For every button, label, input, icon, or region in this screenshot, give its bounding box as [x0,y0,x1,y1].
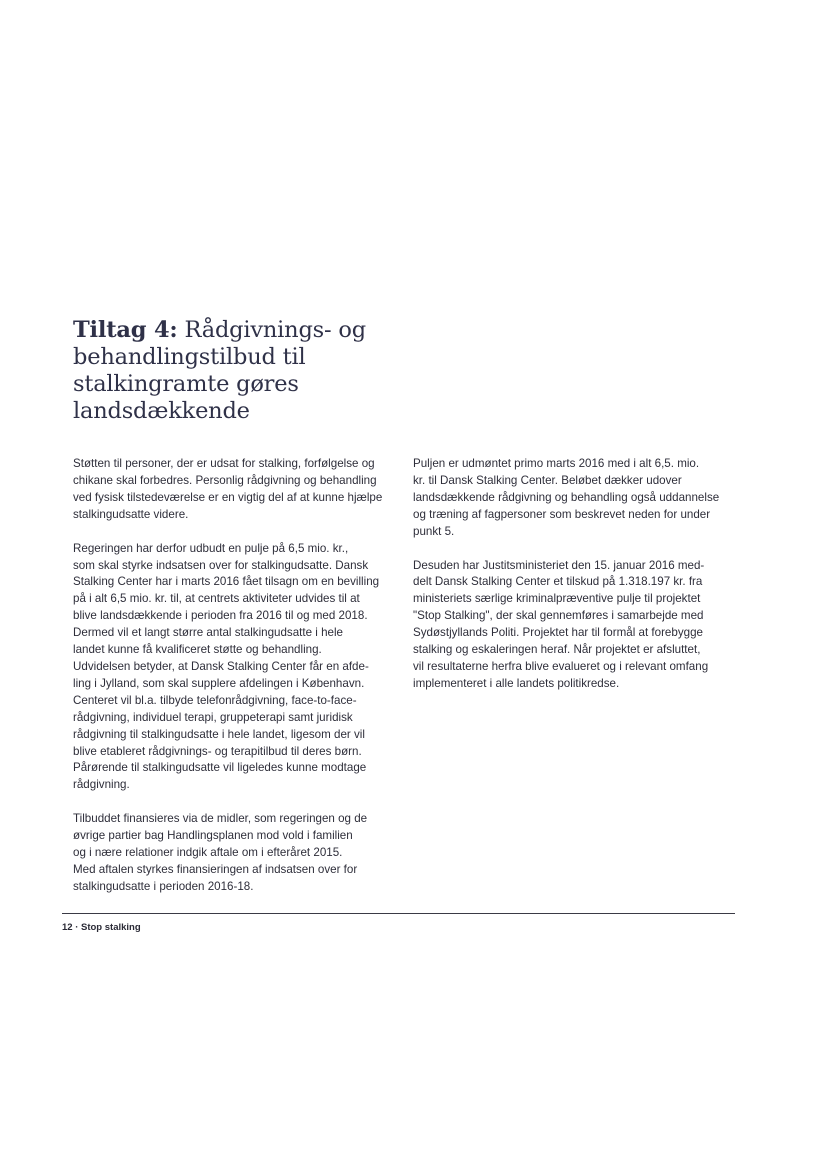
heading-prefix: Tiltag 4: [73,317,178,343]
left-column [73,456,399,913]
right-column [413,456,743,710]
paragraph: Støtten til personer, der er udsat for stalking, forfølgelse og chikane skal forbedres. Personlig rådgivning og behandling ved fysisk tilstedeværelse er en vigtig del af at kunne hjælpe stalkingudsatte videre. [73,457,383,521]
paragraph: Puljen er udmøntet primo marts 2016 med i alt 6,5. mio. kr. til Dansk Stalking Center. Beløbet dækker udover landsdækkende rådgivning og behandling også uddannelse og træning af fagpersoner som beskrevet neden for under punkt 5. [413,457,720,538]
paragraph: Regeringen har derfor udbudt en pulje på 6,5 mio. kr., som skal styrke indsatsen over for stalkingudsatte. Dansk Stalking Center har i marts 2016 fået tilsagn om en bevilling på i alt 6,5 mio. kr. til, at centrets aktiviteter udvides til at blive landsdækkende i perioden fra 2016 til og med 2018. Dermed vil et langt større antal stalkingudsatte i hele landet kunne få kvalificeret støtte og behandling. Udvidelsen betyder, at Dansk Stalking Center får en afde- ling i Jylland, som skal supplere afdelingen i København. Centeret vil bl.a. tilbyde telefonrådgivning, face-to-face- rådgivning, individuel terapi, gruppeterapi samt juridisk rådgivning til stalkingudsatte i hele landet, ligesom der vil blive etableret rådgivnings- og terapitilbud til deres børn. Pårørende til stalkingudsatte vil ligeledes kunne modtage rådgivning. [73,541,380,792]
paragraph: Tilbuddet finansieres via de midler, som regeringen og de øvrige partier bag Handlingsplanen mod vold i familien og i nære relationer indgik aftale om i efteråret 2015. Med aftalen styrkes finansieringen af indsatsen over for stalkingudsatte i perioden 2016-18. [73,812,368,893]
section-heading [73,317,393,425]
page-footer: 12 · Stop stalking [62,922,141,933]
footer-divider [62,913,735,914]
heading-text: Rådgivnings- og behandlingstilbud til stalkingramte gøres landsdækkende [73,317,366,424]
paragraph: Desuden har Justitsministeriet den 15. januar 2016 med- delt Dansk Stalking Center et tilskud på 1.318.197 kr. fra ministeriets særlige kriminalpræventive pulje til projektet "Stop Stalking", der skal gennemføres i samarbejde med Sydøstjyllands Politi. Projektet har til formål at forebygge stalking og eskaleringen heraf. Når projektet er afsluttet, vil resultaterne herfra blive evalueret og i relevant omfang implementeret i alle landets politikredse. [413,558,709,690]
